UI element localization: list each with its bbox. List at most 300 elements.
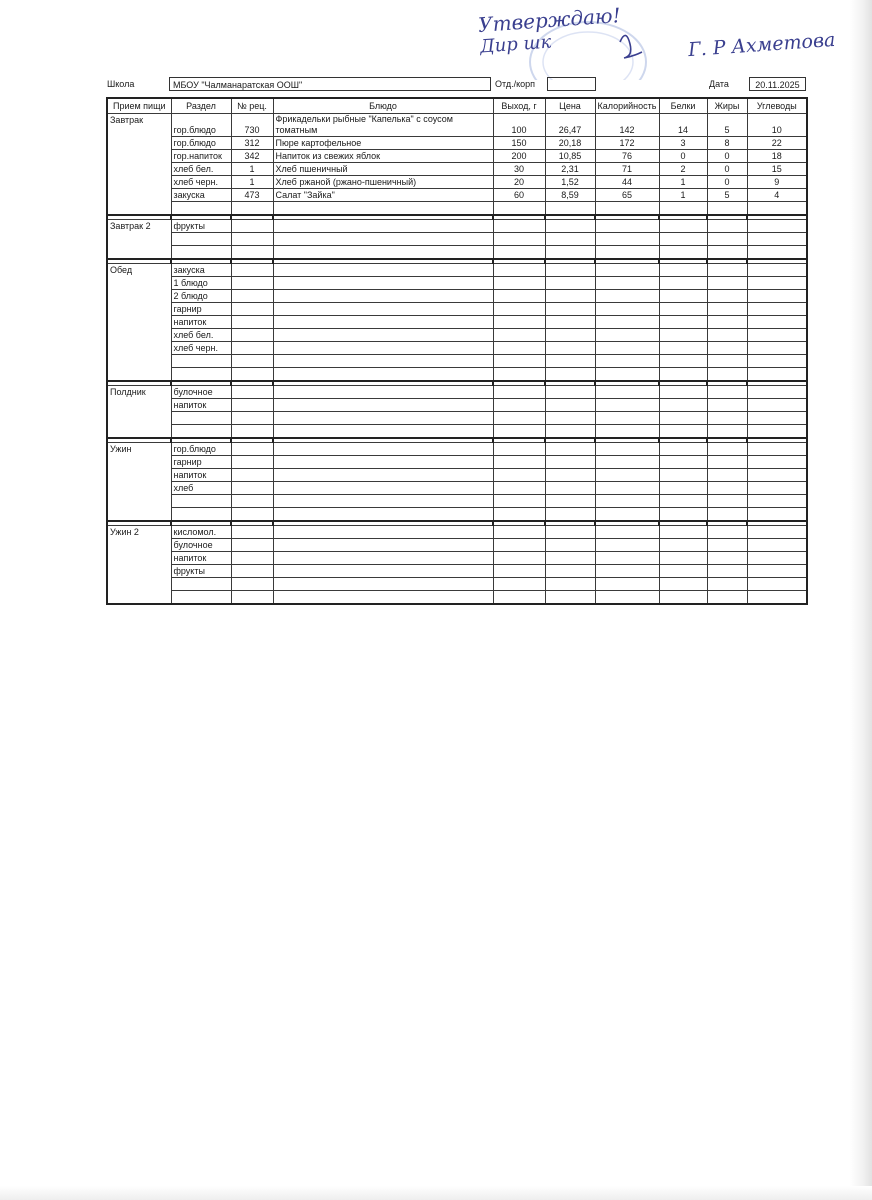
cell-carbs [747,578,807,591]
cell-price [545,539,595,552]
cell-dish [273,233,493,246]
cell-calories: 172 [595,137,659,150]
cell-dish [273,469,493,482]
cell-carbs [747,456,807,469]
cell-fat [707,495,747,508]
cell-carbs [747,355,807,368]
cell-section [171,578,231,591]
cell-yield [493,495,545,508]
cell-protein [659,277,707,290]
cell-recipe [231,591,273,605]
cell-price [545,368,595,382]
meal-cell [107,508,171,522]
cell-protein [659,303,707,316]
column-header: Блюдо [273,98,493,114]
cell-fat [707,469,747,482]
cell-protein: 0 [659,150,707,163]
cell-section: напиток [171,552,231,565]
cell-calories [595,456,659,469]
cell-price [545,355,595,368]
meal-cell [107,290,171,303]
cell-protein [659,342,707,355]
cell-price [545,443,595,456]
table-row [107,246,807,260]
cell-dish [273,425,493,439]
table-row [107,443,807,456]
cell-yield [493,386,545,399]
cell-price [545,399,595,412]
cell-yield: 60 [493,189,545,202]
cell-yield: 150 [493,137,545,150]
cell-section: закуска [171,189,231,202]
cell-yield [493,355,545,368]
cell-fat [707,220,747,233]
cell-yield [493,425,545,439]
cell-dish: Хлеб пшеничный [273,163,493,176]
column-header: № рец. [231,98,273,114]
cell-fat: 0 [707,176,747,189]
cell-calories [595,264,659,277]
cell-section [171,495,231,508]
cell-dish [273,277,493,290]
cell-carbs [747,329,807,342]
cell-protein [659,329,707,342]
column-header: Раздел [171,98,231,114]
cell-yield [493,264,545,277]
cell-protein [659,220,707,233]
cell-section: напиток [171,316,231,329]
meal-cell [107,539,171,552]
table-row [107,552,807,565]
cell-dish [273,342,493,355]
table-row [107,233,807,246]
cell-protein [659,482,707,495]
cell-carbs [747,290,807,303]
cell-calories [595,552,659,565]
cell-recipe: 730 [231,114,273,137]
meal-cell [107,399,171,412]
cell-section: гарнир [171,456,231,469]
meal-cell [107,578,171,591]
cell-yield: 30 [493,163,545,176]
cell-protein [659,469,707,482]
cell-yield [493,368,545,382]
cell-calories [595,565,659,578]
cell-recipe [231,495,273,508]
cell-carbs: 9 [747,176,807,189]
cell-yield [493,482,545,495]
cell-dish [273,495,493,508]
document-header [107,77,807,93]
menu-table [106,97,808,605]
column-header: Жиры [707,98,747,114]
scan-edge-shadow [850,0,872,1200]
meal-name: Завтрак 2 [107,220,171,233]
scan-bottom-shadow [0,1186,872,1200]
cell-protein [659,578,707,591]
cell-dish [273,443,493,456]
cell-calories: 65 [595,189,659,202]
cell-dish: Фрикадельки рыбные "Капелька" с соусом томатным [273,114,493,137]
table-row [107,386,807,399]
table-row [107,150,807,163]
cell-dish [273,264,493,277]
cell-carbs [747,386,807,399]
cell-yield: 20 [493,176,545,189]
cell-calories [595,329,659,342]
cell-fat [707,329,747,342]
cell-price: 20,18 [545,137,595,150]
cell-section: гор.блюдо [171,137,231,150]
cell-dish: Салат "Зайка" [273,189,493,202]
cell-section [171,355,231,368]
cell-protein [659,495,707,508]
cell-price [545,220,595,233]
cell-yield [493,233,545,246]
cell-recipe [231,316,273,329]
cell-section: напиток [171,399,231,412]
cell-fat [707,233,747,246]
cell-calories [595,202,659,216]
cell-price [545,290,595,303]
cell-section: гарнир [171,303,231,316]
cell-price [545,456,595,469]
cell-carbs [747,399,807,412]
table-row [107,565,807,578]
meal-cell [107,342,171,355]
column-header: Калорийность [595,98,659,114]
table-row [107,163,807,176]
cell-price [545,316,595,329]
cell-recipe [231,329,273,342]
cell-carbs: 22 [747,137,807,150]
cell-fat [707,508,747,522]
cell-calories [595,233,659,246]
cell-fat [707,303,747,316]
cell-recipe: 342 [231,150,273,163]
cell-calories: 71 [595,163,659,176]
cell-yield [493,316,545,329]
cell-dish [273,552,493,565]
cell-fat [707,539,747,552]
meal-cell [107,150,171,163]
meal-cell [107,316,171,329]
table-row [107,591,807,605]
cell-dish [273,355,493,368]
cell-calories [595,303,659,316]
table-row [107,368,807,382]
cell-fat [707,591,747,605]
cell-carbs: 10 [747,114,807,137]
cell-carbs [747,264,807,277]
cell-calories [595,342,659,355]
meal-name: Ужин [107,443,171,456]
cell-section: напиток [171,469,231,482]
cell-recipe [231,277,273,290]
meal-cell [107,303,171,316]
cell-yield [493,277,545,290]
cell-price [545,303,595,316]
cell-protein: 1 [659,189,707,202]
cell-carbs [747,303,807,316]
table-row [107,329,807,342]
cell-fat [707,425,747,439]
cell-protein: 2 [659,163,707,176]
cell-section [171,233,231,246]
cell-protein [659,456,707,469]
table-row [107,277,807,290]
cell-protein [659,552,707,565]
cell-carbs [747,233,807,246]
table-row [107,114,807,137]
cell-dish [273,539,493,552]
cell-protein [659,425,707,439]
cell-yield [493,443,545,456]
cell-recipe [231,342,273,355]
school-name-field: МБОУ "Чалманаратская ООШ" [169,77,491,91]
cell-carbs: 18 [747,150,807,163]
cell-carbs [747,591,807,605]
cell-protein [659,412,707,425]
cell-recipe [231,578,273,591]
cell-section [171,591,231,605]
cell-calories: 44 [595,176,659,189]
cell-recipe [231,482,273,495]
cell-recipe [231,526,273,539]
cell-carbs [747,526,807,539]
meal-name: Завтрак [107,114,171,137]
meal-cell [107,412,171,425]
meal-cell [107,495,171,508]
cell-section [171,246,231,260]
cell-recipe [231,412,273,425]
cell-section [171,368,231,382]
cell-calories [595,355,659,368]
table-row [107,264,807,277]
cell-carbs [747,342,807,355]
cell-section: гор.напиток [171,150,231,163]
cell-yield: 200 [493,150,545,163]
meal-cell [107,233,171,246]
table-header-row [107,98,807,114]
menu-table-body [107,114,807,605]
table-row [107,399,807,412]
cell-price [545,495,595,508]
cell-section [171,202,231,216]
cell-calories [595,290,659,303]
cell-price [545,591,595,605]
cell-section [171,425,231,439]
meal-cell [107,482,171,495]
meal-cell [107,425,171,439]
cell-section: булочное [171,539,231,552]
cell-carbs [747,246,807,260]
cell-recipe [231,246,273,260]
cell-section: 2 блюдо [171,290,231,303]
cell-price [545,526,595,539]
cell-yield [493,469,545,482]
cell-protein [659,316,707,329]
cell-fat [707,264,747,277]
cell-carbs [747,539,807,552]
cell-protein [659,526,707,539]
cell-section: хлеб черн. [171,342,231,355]
cell-calories [595,412,659,425]
cell-recipe [231,565,273,578]
cell-calories [595,399,659,412]
table-row [107,316,807,329]
cell-carbs [747,565,807,578]
cell-recipe [231,508,273,522]
cell-yield [493,591,545,605]
cell-dish [273,578,493,591]
cell-section: закуска [171,264,231,277]
cell-fat [707,316,747,329]
cell-carbs [747,482,807,495]
meal-cell [107,246,171,260]
cell-protein [659,246,707,260]
cell-recipe [231,355,273,368]
approval-line-1: Утверждаю! [477,3,622,37]
cell-calories [595,508,659,522]
cell-carbs: 4 [747,189,807,202]
cell-recipe [231,290,273,303]
meal-cell [107,137,171,150]
cell-section: хлеб бел. [171,163,231,176]
cell-dish [273,386,493,399]
cell-fat [707,412,747,425]
cell-yield [493,578,545,591]
cell-dish [273,329,493,342]
cell-fat [707,456,747,469]
column-header: Цена [545,98,595,114]
table-row [107,578,807,591]
table-row [107,290,807,303]
cell-dish [273,526,493,539]
cell-yield [493,329,545,342]
column-header: Выход, г [493,98,545,114]
cell-protein: 14 [659,114,707,137]
cell-calories [595,246,659,260]
school-label: Школа [107,79,135,89]
cell-carbs: 15 [747,163,807,176]
cell-dish [273,246,493,260]
cell-price [545,386,595,399]
approval-signature-block [470,0,870,80]
cell-protein: 1 [659,176,707,189]
cell-protein [659,290,707,303]
cell-protein [659,233,707,246]
meal-cell [107,163,171,176]
table-row [107,176,807,189]
cell-protein [659,508,707,522]
meal-name: Полдник [107,386,171,399]
cell-yield [493,508,545,522]
cell-recipe [231,220,273,233]
cell-recipe [231,368,273,382]
cell-calories [595,539,659,552]
cell-section: фрукты [171,565,231,578]
cell-fat [707,342,747,355]
cell-recipe [231,399,273,412]
cell-calories: 142 [595,114,659,137]
cell-price [545,482,595,495]
cell-calories [595,526,659,539]
cell-fat [707,526,747,539]
cell-fat [707,565,747,578]
cell-yield [493,202,545,216]
cell-fat [707,552,747,565]
cell-price [545,565,595,578]
cell-carbs [747,202,807,216]
cell-protein [659,399,707,412]
cell-dish [273,303,493,316]
cell-price [545,342,595,355]
cell-fat: 5 [707,189,747,202]
cell-section: гор.блюдо [171,443,231,456]
cell-yield [493,539,545,552]
cell-calories [595,591,659,605]
meal-cell [107,591,171,605]
meal-cell [107,189,171,202]
cell-dish [273,456,493,469]
cell-carbs [747,412,807,425]
cell-yield [493,552,545,565]
cell-dish [273,412,493,425]
cell-fat: 8 [707,137,747,150]
cell-fat [707,246,747,260]
cell-dish [273,508,493,522]
cell-yield [493,565,545,578]
meal-cell [107,277,171,290]
cell-price: 10,85 [545,150,595,163]
cell-protein [659,264,707,277]
cell-price [545,412,595,425]
cell-yield: 100 [493,114,545,137]
cell-calories [595,277,659,290]
date-field: 20.11.2025 [749,77,806,91]
cell-protein [659,443,707,456]
cell-fat [707,443,747,456]
cell-calories [595,482,659,495]
cell-carbs [747,469,807,482]
cell-yield [493,303,545,316]
cell-section: фрукты [171,220,231,233]
cell-fat [707,482,747,495]
cell-yield [493,290,545,303]
cell-fat [707,277,747,290]
cell-section [171,508,231,522]
cell-price [545,264,595,277]
column-header: Белки [659,98,707,114]
cell-price: 2,31 [545,163,595,176]
cell-price [545,552,595,565]
table-row [107,303,807,316]
cell-calories [595,443,659,456]
approval-line-2: Дир шк [479,31,552,58]
cell-price [545,329,595,342]
cell-protein [659,565,707,578]
cell-carbs [747,277,807,290]
cell-recipe [231,303,273,316]
cell-recipe [231,456,273,469]
cell-protein [659,355,707,368]
cell-recipe [231,202,273,216]
cell-protein [659,202,707,216]
cell-yield [493,412,545,425]
cell-price: 1,52 [545,176,595,189]
cell-calories [595,368,659,382]
